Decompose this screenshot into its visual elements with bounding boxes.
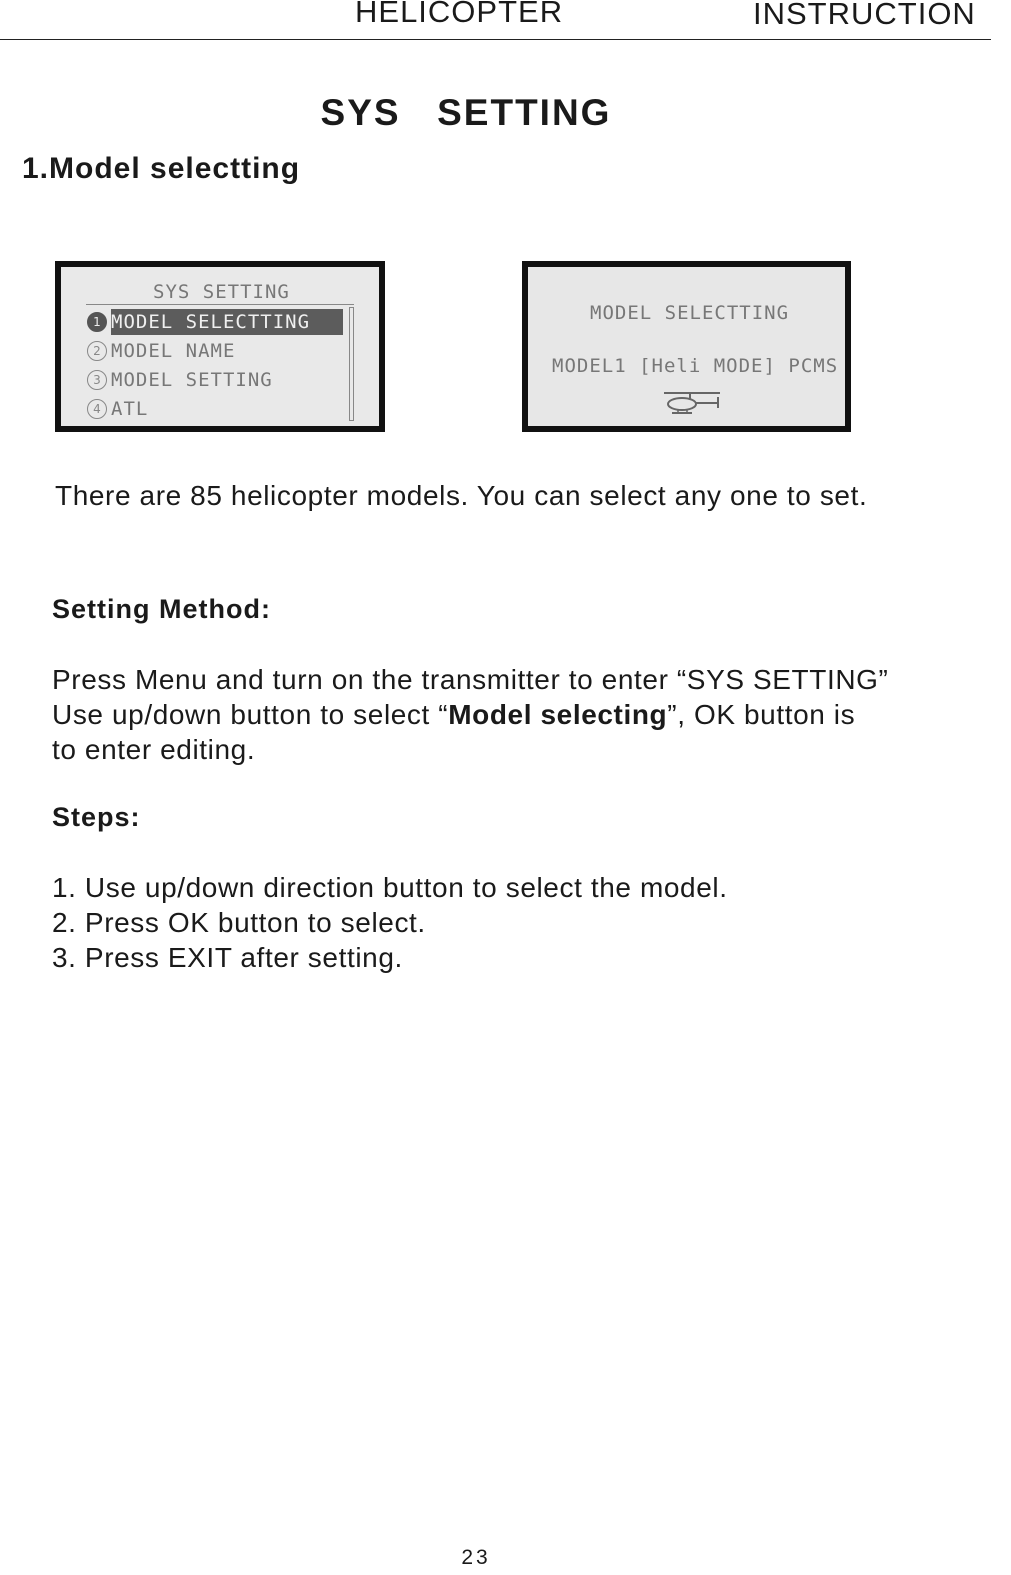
lcd-model-name: MODEL1 bbox=[552, 355, 627, 377]
step-item: 1. Use up/down direction button to select the model. bbox=[52, 872, 728, 903]
lcd-scrollbar bbox=[349, 307, 354, 421]
method-line-3: to enter editing. bbox=[52, 734, 256, 765]
lcd-model-line bbox=[552, 355, 838, 377]
lcd-menu-divider bbox=[86, 304, 354, 305]
helicopter-icon bbox=[658, 389, 724, 419]
lcd-model-mode: [Heli MODE] bbox=[639, 355, 776, 377]
method-line-2-bold: Model selecting bbox=[448, 699, 668, 730]
steps-heading: Steps: bbox=[52, 802, 141, 832]
lcd-menu-item bbox=[87, 309, 310, 335]
intro-paragraph: There are 85 helicopter models. You can select any one to set. bbox=[55, 480, 868, 511]
lcd-model-selecting-screen bbox=[522, 261, 851, 432]
lcd-menu-item-label: ATL bbox=[111, 398, 149, 420]
header-helicopter: HELICOPTER bbox=[355, 0, 564, 29]
page-title: SYS SETTING bbox=[320, 92, 612, 133]
lcd-menu-item bbox=[87, 367, 273, 393]
lcd-menu-item-label: MODEL NAME bbox=[111, 340, 236, 362]
lcd-menu-item bbox=[87, 396, 148, 422]
header-instruction: INSTRUCTION bbox=[753, 0, 976, 31]
lcd-menu-item-label: MODEL SETTING bbox=[111, 369, 273, 391]
setting-method-heading: Setting Method: bbox=[52, 594, 271, 624]
lcd-model-modulation: PCMS bbox=[788, 355, 839, 377]
number-circle-icon: 4 bbox=[87, 399, 107, 419]
header-divider bbox=[0, 39, 991, 40]
lcd-sys-setting-screen bbox=[55, 261, 385, 432]
step-item: 3. Press EXIT after setting. bbox=[52, 942, 403, 973]
step-item: 2. Press OK button to select. bbox=[52, 907, 426, 938]
number-circle-icon: 1 bbox=[87, 312, 107, 332]
lcd-model-title: MODEL SELECTTING bbox=[590, 302, 790, 324]
method-line-2-end: ”, OK button is bbox=[667, 699, 856, 730]
method-line-2-start: Use up/down button to select “ bbox=[52, 699, 449, 730]
number-circle-icon: 2 bbox=[87, 341, 107, 361]
lcd-menu-item bbox=[87, 338, 235, 364]
lcd-menu-item-label: MODEL SELECTTING bbox=[111, 311, 311, 333]
number-circle-icon: 3 bbox=[87, 370, 107, 390]
method-line-1: Press Menu and turn on the transmitter to enter “SYS SETTING” bbox=[52, 664, 889, 695]
page-number: 23 bbox=[461, 1546, 491, 1569]
method-line-2 bbox=[52, 699, 855, 731]
lcd-menu-title: SYS SETTING bbox=[153, 281, 290, 303]
section-title: 1.Model selectting bbox=[22, 152, 301, 185]
